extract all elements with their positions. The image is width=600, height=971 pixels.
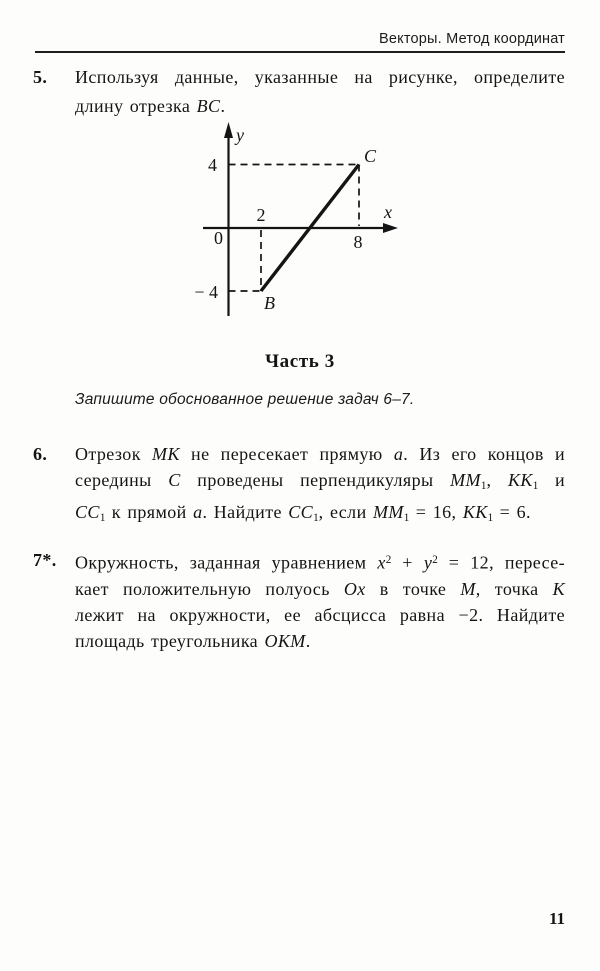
header-rule — [35, 51, 565, 53]
problem-7-number: 7*. — [33, 550, 57, 570]
tick-label-yneg4: − 4 — [194, 282, 218, 302]
problem-7-text — [75, 547, 565, 654]
figure-svg — [150, 118, 420, 330]
x-axis-label: x — [384, 202, 392, 222]
running-head: Векторы. Метод координат — [379, 31, 565, 47]
part-heading: Часть 3 — [265, 351, 335, 372]
problem-5 — [33, 63, 565, 121]
problem-5-text — [75, 63, 565, 121]
text-line: длину отрезка BC. — [75, 96, 226, 116]
x-axis-arrow-icon — [383, 223, 398, 233]
problem-6-number: 6. — [33, 444, 48, 464]
text-line: Используя данные, указанные на рисунке, определите — [75, 67, 565, 87]
problem-6-text — [75, 441, 565, 531]
origin-label: 0 — [214, 228, 223, 248]
page-number: 11 — [548, 909, 565, 928]
text-line: середины C проведены перпендикуляры MM1, KK1 и — [75, 470, 565, 493]
problem-7 — [33, 547, 565, 654]
problem-6 — [33, 441, 565, 531]
y-axis-label: y — [236, 125, 244, 145]
coordinate-plane-figure — [150, 118, 420, 330]
text-line: Отрезок MK не пересекает прямую a. Из его концов и — [75, 444, 566, 464]
point-b-label: B — [264, 293, 275, 313]
y-axis-arrow-icon — [224, 122, 233, 138]
text-line: Окружность, заданная уравнением $x^2 + y^2 = 12$, пересе- — [75, 552, 565, 573]
text-line: кает положительную полуось Ox в точке M, точка K — [75, 578, 565, 599]
tick-label-x8: 8 — [353, 232, 363, 252]
tick-label-y4: 4 — [208, 155, 217, 175]
text-line: CC1 к прямой a. Найдите CC1, если MM1 = 16, KK1 = 6. — [75, 502, 531, 525]
instruction-text: Запишите обоснованное решение задач 6–7. — [75, 391, 415, 408]
problem-5-number: 5. — [33, 67, 48, 87]
tick-label-x2: 2 — [256, 205, 266, 225]
point-c-label: C — [364, 146, 377, 166]
text-line: лежит на окружности, ее абсцисса равна −2. Найдите — [75, 604, 565, 625]
text-line: площадь треугольника OKM. — [75, 630, 311, 651]
